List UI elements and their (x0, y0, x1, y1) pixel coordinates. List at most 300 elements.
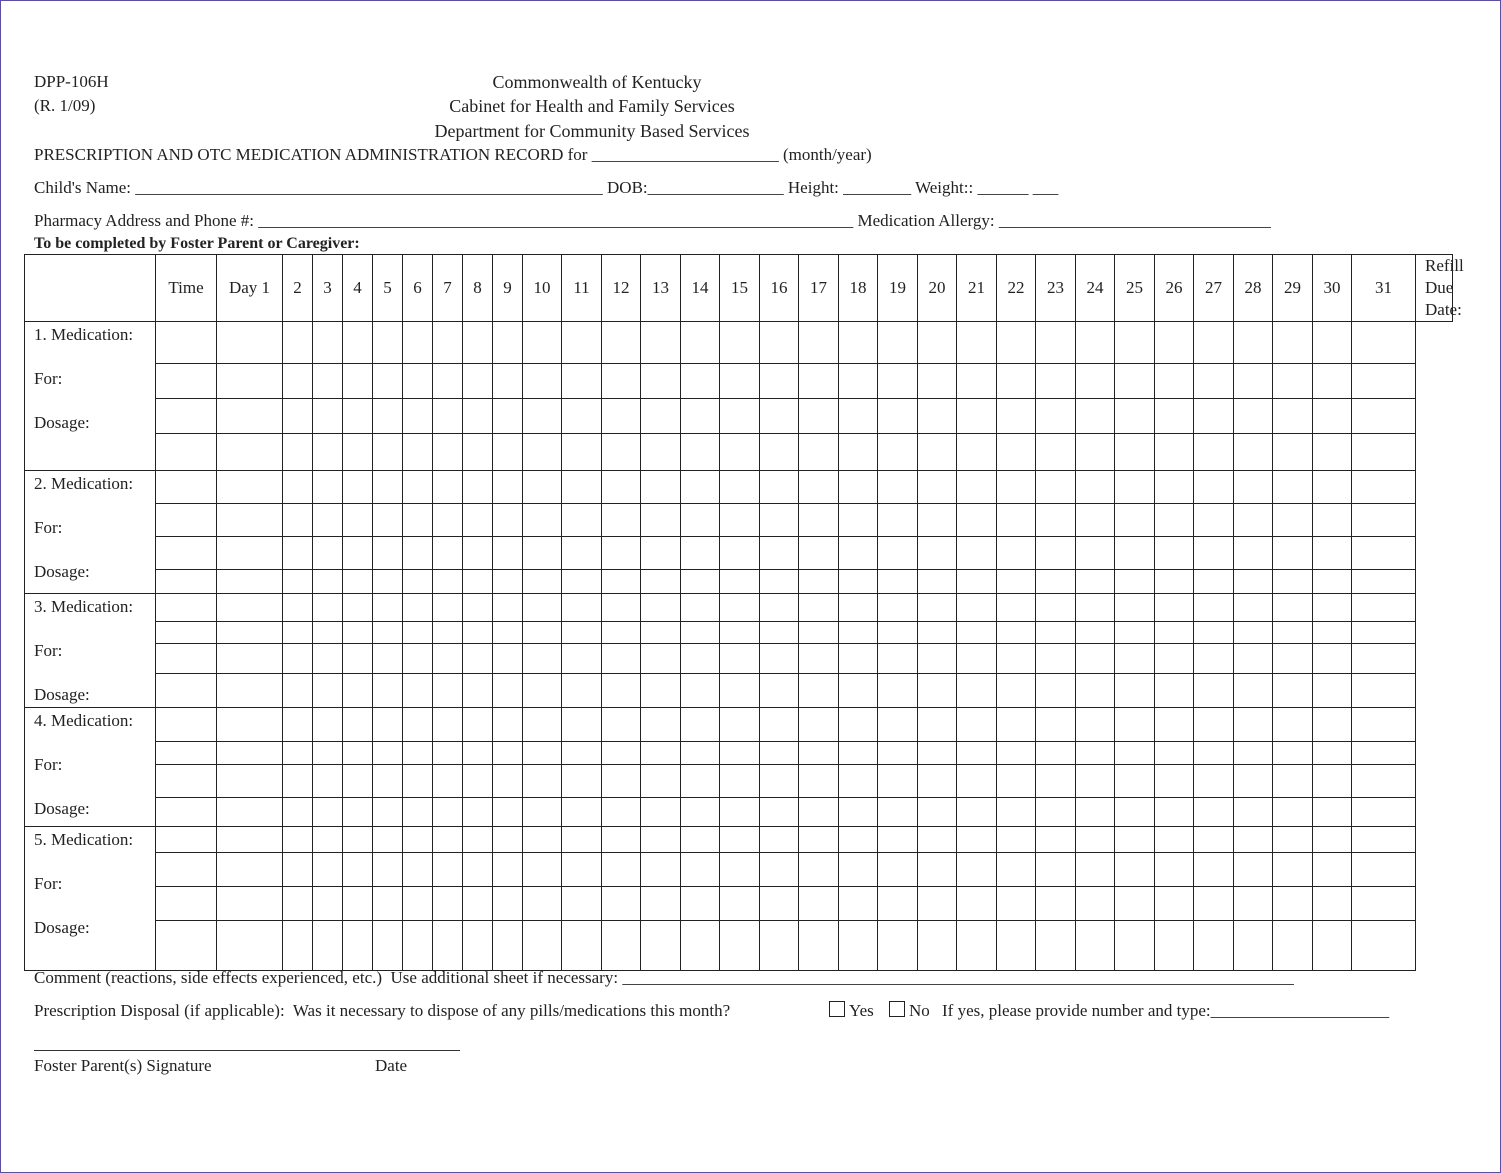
day-entry-cell[interactable] (1273, 537, 1313, 570)
day-entry-cell[interactable] (463, 827, 493, 853)
day-entry-cell[interactable] (997, 537, 1036, 570)
day-entry-cell[interactable] (878, 853, 918, 887)
day-entry-cell[interactable] (1076, 674, 1115, 708)
day-entry-cell[interactable] (217, 364, 283, 399)
day-entry-cell[interactable] (681, 644, 720, 674)
day-entry-cell[interactable] (217, 742, 283, 765)
day-entry-cell[interactable] (918, 537, 957, 570)
day-entry-cell[interactable] (433, 622, 463, 644)
day-entry-cell[interactable] (681, 887, 720, 921)
day-entry-cell[interactable] (433, 887, 463, 921)
day-entry-cell[interactable] (493, 827, 523, 853)
day-entry-cell[interactable] (562, 827, 602, 853)
day-entry-cell[interactable] (957, 570, 997, 594)
day-entry-cell[interactable] (878, 742, 918, 765)
day-entry-cell[interactable] (1036, 364, 1076, 399)
day-entry-cell[interactable] (918, 644, 957, 674)
day-entry-cell[interactable] (799, 322, 839, 364)
day-entry-cell[interactable] (1273, 827, 1313, 853)
day-entry-cell[interactable] (918, 399, 957, 434)
day-entry-cell[interactable] (641, 887, 681, 921)
day-entry-cell[interactable] (433, 434, 463, 471)
day-entry-cell[interactable] (839, 594, 878, 622)
day-entry-cell[interactable] (839, 887, 878, 921)
day-entry-cell[interactable] (839, 708, 878, 742)
day-entry-cell[interactable] (720, 434, 760, 471)
day-entry-cell[interactable] (343, 853, 373, 887)
day-entry-cell[interactable] (997, 887, 1036, 921)
day-entry-cell[interactable] (403, 364, 433, 399)
day-entry-cell[interactable] (217, 853, 283, 887)
day-entry-cell[interactable] (1036, 622, 1076, 644)
day-entry-cell[interactable] (373, 644, 403, 674)
day-entry-cell[interactable] (602, 827, 641, 853)
day-entry-cell[interactable] (1313, 622, 1352, 644)
day-entry-cell[interactable] (957, 921, 997, 971)
day-entry-cell[interactable] (1313, 471, 1352, 504)
day-entry-cell[interactable] (760, 921, 799, 971)
day-entry-cell[interactable] (1273, 853, 1313, 887)
day-entry-cell[interactable] (1273, 364, 1313, 399)
day-entry-cell[interactable] (641, 364, 681, 399)
day-entry-cell[interactable] (918, 765, 957, 798)
day-entry-cell[interactable] (1036, 674, 1076, 708)
day-entry-cell[interactable] (373, 594, 403, 622)
day-entry-cell[interactable] (313, 887, 343, 921)
day-entry-cell[interactable] (1036, 644, 1076, 674)
day-entry-cell[interactable] (1036, 537, 1076, 570)
day-entry-cell[interactable] (1036, 765, 1076, 798)
day-entry-cell[interactable] (878, 537, 918, 570)
day-entry-cell[interactable] (1115, 322, 1155, 364)
day-entry-cell[interactable] (433, 322, 463, 364)
day-entry-cell[interactable] (1194, 537, 1234, 570)
day-entry-cell[interactable] (602, 853, 641, 887)
day-entry-cell[interactable] (562, 921, 602, 971)
day-entry-cell[interactable] (523, 471, 562, 504)
day-entry-cell[interactable] (1234, 921, 1273, 971)
day-entry-cell[interactable] (1036, 921, 1076, 971)
day-entry-cell[interactable] (918, 921, 957, 971)
day-entry-cell[interactable] (463, 537, 493, 570)
day-entry-cell[interactable] (1194, 644, 1234, 674)
day-entry-cell[interactable] (403, 434, 433, 471)
day-entry-cell[interactable] (523, 537, 562, 570)
day-entry-cell[interactable] (343, 644, 373, 674)
day-entry-cell[interactable] (799, 471, 839, 504)
time-entry-cell[interactable] (156, 434, 217, 471)
day-entry-cell[interactable] (373, 765, 403, 798)
day-entry-cell[interactable] (523, 921, 562, 971)
day-entry-cell[interactable] (681, 364, 720, 399)
day-entry-cell[interactable] (918, 471, 957, 504)
day-entry-cell[interactable] (957, 322, 997, 364)
day-entry-cell[interactable] (799, 708, 839, 742)
day-entry-cell[interactable] (403, 399, 433, 434)
day-entry-cell[interactable] (720, 471, 760, 504)
day-entry-cell[interactable] (493, 537, 523, 570)
day-entry-cell[interactable] (1313, 570, 1352, 594)
refill-date-cell[interactable] (1352, 765, 1416, 798)
day-entry-cell[interactable] (602, 594, 641, 622)
time-entry-cell[interactable] (156, 537, 217, 570)
day-entry-cell[interactable] (799, 827, 839, 853)
day-entry-cell[interactable] (523, 742, 562, 765)
day-entry-cell[interactable] (283, 765, 313, 798)
day-entry-cell[interactable] (523, 570, 562, 594)
day-entry-cell[interactable] (1076, 765, 1115, 798)
day-entry-cell[interactable] (343, 471, 373, 504)
day-entry-cell[interactable] (799, 921, 839, 971)
day-entry-cell[interactable] (602, 322, 641, 364)
day-entry-cell[interactable] (313, 644, 343, 674)
day-entry-cell[interactable] (433, 364, 463, 399)
day-entry-cell[interactable] (562, 537, 602, 570)
day-entry-cell[interactable] (957, 742, 997, 765)
day-entry-cell[interactable] (433, 471, 463, 504)
day-entry-cell[interactable] (1234, 674, 1273, 708)
day-entry-cell[interactable] (681, 504, 720, 537)
day-entry-cell[interactable] (1234, 537, 1273, 570)
day-entry-cell[interactable] (602, 570, 641, 594)
day-entry-cell[interactable] (283, 570, 313, 594)
day-entry-cell[interactable] (523, 594, 562, 622)
day-entry-cell[interactable] (463, 594, 493, 622)
day-entry-cell[interactable] (1155, 742, 1194, 765)
day-entry-cell[interactable] (1155, 594, 1194, 622)
day-entry-cell[interactable] (1036, 887, 1076, 921)
day-entry-cell[interactable] (463, 364, 493, 399)
day-entry-cell[interactable] (562, 798, 602, 827)
day-entry-cell[interactable] (957, 471, 997, 504)
day-entry-cell[interactable] (1115, 887, 1155, 921)
day-entry-cell[interactable] (997, 594, 1036, 622)
day-entry-cell[interactable] (493, 434, 523, 471)
day-entry-cell[interactable] (1194, 622, 1234, 644)
day-entry-cell[interactable] (760, 364, 799, 399)
day-entry-cell[interactable] (493, 853, 523, 887)
day-entry-cell[interactable] (283, 798, 313, 827)
day-entry-cell[interactable] (1313, 798, 1352, 827)
day-entry-cell[interactable] (1115, 471, 1155, 504)
day-entry-cell[interactable] (918, 434, 957, 471)
day-entry-cell[interactable] (1155, 798, 1194, 827)
day-entry-cell[interactable] (493, 504, 523, 537)
day-entry-cell[interactable] (918, 853, 957, 887)
day-entry-cell[interactable] (1115, 364, 1155, 399)
day-entry-cell[interactable] (997, 471, 1036, 504)
day-entry-cell[interactable] (403, 921, 433, 971)
refill-date-cell[interactable] (1352, 322, 1416, 364)
time-entry-cell[interactable] (156, 827, 217, 853)
day-entry-cell[interactable] (918, 798, 957, 827)
day-entry-cell[interactable] (799, 644, 839, 674)
day-entry-cell[interactable] (1155, 887, 1194, 921)
time-entry-cell[interactable] (156, 798, 217, 827)
day-entry-cell[interactable] (799, 399, 839, 434)
day-entry-cell[interactable] (313, 570, 343, 594)
day-entry-cell[interactable] (562, 742, 602, 765)
day-entry-cell[interactable] (463, 570, 493, 594)
day-entry-cell[interactable] (997, 322, 1036, 364)
day-entry-cell[interactable] (343, 921, 373, 971)
day-entry-cell[interactable] (283, 853, 313, 887)
day-entry-cell[interactable] (641, 644, 681, 674)
day-entry-cell[interactable] (1194, 798, 1234, 827)
day-entry-cell[interactable] (839, 570, 878, 594)
day-entry-cell[interactable] (493, 921, 523, 971)
day-entry-cell[interactable] (878, 674, 918, 708)
day-entry-cell[interactable] (602, 674, 641, 708)
day-entry-cell[interactable] (493, 399, 523, 434)
day-entry-cell[interactable] (1313, 364, 1352, 399)
day-entry-cell[interactable] (1194, 322, 1234, 364)
day-entry-cell[interactable] (681, 765, 720, 798)
day-entry-cell[interactable] (799, 504, 839, 537)
day-entry-cell[interactable] (1115, 708, 1155, 742)
day-entry-cell[interactable] (1155, 322, 1194, 364)
refill-date-cell[interactable] (1352, 570, 1416, 594)
day-entry-cell[interactable] (343, 708, 373, 742)
day-entry-cell[interactable] (878, 622, 918, 644)
day-entry-cell[interactable] (562, 434, 602, 471)
day-entry-cell[interactable] (493, 570, 523, 594)
day-entry-cell[interactable] (1273, 594, 1313, 622)
day-entry-cell[interactable] (799, 594, 839, 622)
day-entry-cell[interactable] (1076, 742, 1115, 765)
day-entry-cell[interactable] (493, 887, 523, 921)
day-entry-cell[interactable] (1234, 708, 1273, 742)
day-entry-cell[interactable] (463, 798, 493, 827)
day-entry-cell[interactable] (1194, 887, 1234, 921)
day-entry-cell[interactable] (957, 622, 997, 644)
day-entry-cell[interactable] (918, 364, 957, 399)
day-entry-cell[interactable] (799, 798, 839, 827)
day-entry-cell[interactable] (641, 570, 681, 594)
day-entry-cell[interactable] (918, 322, 957, 364)
day-entry-cell[interactable] (957, 887, 997, 921)
time-entry-cell[interactable] (156, 622, 217, 644)
time-entry-cell[interactable] (156, 399, 217, 434)
day-entry-cell[interactable] (283, 644, 313, 674)
day-entry-cell[interactable] (1273, 471, 1313, 504)
day-entry-cell[interactable] (1234, 471, 1273, 504)
day-entry-cell[interactable] (217, 798, 283, 827)
day-entry-cell[interactable] (1194, 570, 1234, 594)
day-entry-cell[interactable] (1115, 594, 1155, 622)
day-entry-cell[interactable] (523, 504, 562, 537)
day-entry-cell[interactable] (839, 399, 878, 434)
day-entry-cell[interactable] (1115, 921, 1155, 971)
day-entry-cell[interactable] (1313, 765, 1352, 798)
day-entry-cell[interactable] (343, 827, 373, 853)
day-entry-cell[interactable] (957, 853, 997, 887)
day-entry-cell[interactable] (313, 322, 343, 364)
day-entry-cell[interactable] (681, 674, 720, 708)
day-entry-cell[interactable] (562, 644, 602, 674)
day-entry-cell[interactable] (463, 853, 493, 887)
day-entry-cell[interactable] (1076, 708, 1115, 742)
time-entry-cell[interactable] (156, 644, 217, 674)
day-entry-cell[interactable] (681, 708, 720, 742)
day-entry-cell[interactable] (1155, 853, 1194, 887)
day-entry-cell[interactable] (918, 742, 957, 765)
day-entry-cell[interactable] (493, 594, 523, 622)
day-entry-cell[interactable] (403, 622, 433, 644)
day-entry-cell[interactable] (997, 622, 1036, 644)
day-entry-cell[interactable] (681, 322, 720, 364)
day-entry-cell[interactable] (493, 708, 523, 742)
day-entry-cell[interactable] (760, 322, 799, 364)
day-entry-cell[interactable] (343, 399, 373, 434)
time-entry-cell[interactable] (156, 471, 217, 504)
day-entry-cell[interactable] (1273, 798, 1313, 827)
day-entry-cell[interactable] (760, 570, 799, 594)
day-entry-cell[interactable] (217, 399, 283, 434)
day-entry-cell[interactable] (463, 504, 493, 537)
day-entry-cell[interactable] (681, 622, 720, 644)
day-entry-cell[interactable] (463, 887, 493, 921)
day-entry-cell[interactable] (1036, 471, 1076, 504)
day-entry-cell[interactable] (641, 537, 681, 570)
day-entry-cell[interactable] (1234, 765, 1273, 798)
day-entry-cell[interactable] (1194, 471, 1234, 504)
day-entry-cell[interactable] (878, 644, 918, 674)
day-entry-cell[interactable] (463, 742, 493, 765)
day-entry-cell[interactable] (562, 765, 602, 798)
time-entry-cell[interactable] (156, 708, 217, 742)
day-entry-cell[interactable] (313, 504, 343, 537)
day-entry-cell[interactable] (373, 504, 403, 537)
day-entry-cell[interactable] (1115, 399, 1155, 434)
refill-date-cell[interactable] (1352, 434, 1416, 471)
day-entry-cell[interactable] (1076, 798, 1115, 827)
day-entry-cell[interactable] (1313, 504, 1352, 537)
day-entry-cell[interactable] (957, 708, 997, 742)
day-entry-cell[interactable] (217, 322, 283, 364)
day-entry-cell[interactable] (1234, 798, 1273, 827)
day-entry-cell[interactable] (641, 399, 681, 434)
day-entry-cell[interactable] (839, 921, 878, 971)
day-entry-cell[interactable] (523, 322, 562, 364)
day-entry-cell[interactable] (373, 399, 403, 434)
day-entry-cell[interactable] (957, 644, 997, 674)
day-entry-cell[interactable] (433, 827, 463, 853)
day-entry-cell[interactable] (523, 622, 562, 644)
day-entry-cell[interactable] (641, 471, 681, 504)
day-entry-cell[interactable] (562, 504, 602, 537)
day-entry-cell[interactable] (433, 537, 463, 570)
day-entry-cell[interactable] (878, 434, 918, 471)
day-entry-cell[interactable] (957, 674, 997, 708)
day-entry-cell[interactable] (1273, 434, 1313, 471)
day-entry-cell[interactable] (799, 570, 839, 594)
day-entry-cell[interactable] (1313, 827, 1352, 853)
day-entry-cell[interactable] (1313, 921, 1352, 971)
day-entry-cell[interactable] (283, 921, 313, 971)
day-entry-cell[interactable] (720, 594, 760, 622)
day-entry-cell[interactable] (760, 537, 799, 570)
day-entry-cell[interactable] (760, 827, 799, 853)
time-entry-cell[interactable] (156, 504, 217, 537)
day-entry-cell[interactable] (313, 798, 343, 827)
day-entry-cell[interactable] (217, 471, 283, 504)
day-entry-cell[interactable] (997, 827, 1036, 853)
day-entry-cell[interactable] (760, 594, 799, 622)
day-entry-cell[interactable] (1194, 364, 1234, 399)
day-entry-cell[interactable] (217, 434, 283, 471)
day-entry-cell[interactable] (997, 364, 1036, 399)
day-entry-cell[interactable] (493, 364, 523, 399)
day-entry-cell[interactable] (433, 570, 463, 594)
day-entry-cell[interactable] (760, 644, 799, 674)
day-entry-cell[interactable] (493, 471, 523, 504)
day-entry-cell[interactable] (641, 434, 681, 471)
refill-date-cell[interactable] (1352, 708, 1416, 742)
day-entry-cell[interactable] (373, 798, 403, 827)
day-entry-cell[interactable] (463, 622, 493, 644)
day-entry-cell[interactable] (1076, 644, 1115, 674)
refill-date-cell[interactable] (1352, 399, 1416, 434)
day-entry-cell[interactable] (523, 674, 562, 708)
day-entry-cell[interactable] (641, 674, 681, 708)
day-entry-cell[interactable] (839, 471, 878, 504)
day-entry-cell[interactable] (918, 887, 957, 921)
day-entry-cell[interactable] (1115, 742, 1155, 765)
day-entry-cell[interactable] (720, 570, 760, 594)
day-entry-cell[interactable] (403, 594, 433, 622)
day-entry-cell[interactable] (878, 364, 918, 399)
day-entry-cell[interactable] (1234, 364, 1273, 399)
day-entry-cell[interactable] (283, 504, 313, 537)
day-entry-cell[interactable] (997, 674, 1036, 708)
day-entry-cell[interactable] (493, 742, 523, 765)
day-entry-cell[interactable] (1273, 322, 1313, 364)
day-entry-cell[interactable] (373, 471, 403, 504)
day-entry-cell[interactable] (1313, 674, 1352, 708)
day-entry-cell[interactable] (433, 674, 463, 708)
day-entry-cell[interactable] (957, 364, 997, 399)
day-entry-cell[interactable] (1234, 742, 1273, 765)
day-entry-cell[interactable] (463, 434, 493, 471)
day-entry-cell[interactable] (1234, 594, 1273, 622)
day-entry-cell[interactable] (720, 742, 760, 765)
day-entry-cell[interactable] (997, 853, 1036, 887)
day-entry-cell[interactable] (918, 708, 957, 742)
day-entry-cell[interactable] (878, 594, 918, 622)
day-entry-cell[interactable] (1155, 765, 1194, 798)
day-entry-cell[interactable] (602, 921, 641, 971)
day-entry-cell[interactable] (283, 887, 313, 921)
day-entry-cell[interactable] (957, 537, 997, 570)
day-entry-cell[interactable] (562, 399, 602, 434)
day-entry-cell[interactable] (760, 399, 799, 434)
day-entry-cell[interactable] (681, 853, 720, 887)
time-entry-cell[interactable] (156, 594, 217, 622)
day-entry-cell[interactable] (1036, 798, 1076, 827)
day-entry-cell[interactable] (1194, 765, 1234, 798)
day-entry-cell[interactable] (641, 622, 681, 644)
day-entry-cell[interactable] (1273, 708, 1313, 742)
day-entry-cell[interactable] (217, 674, 283, 708)
day-entry-cell[interactable] (1036, 708, 1076, 742)
refill-date-cell[interactable] (1352, 798, 1416, 827)
day-entry-cell[interactable] (1313, 644, 1352, 674)
day-entry-cell[interactable] (1076, 537, 1115, 570)
day-entry-cell[interactable] (878, 765, 918, 798)
day-entry-cell[interactable] (799, 853, 839, 887)
day-entry-cell[interactable] (217, 594, 283, 622)
